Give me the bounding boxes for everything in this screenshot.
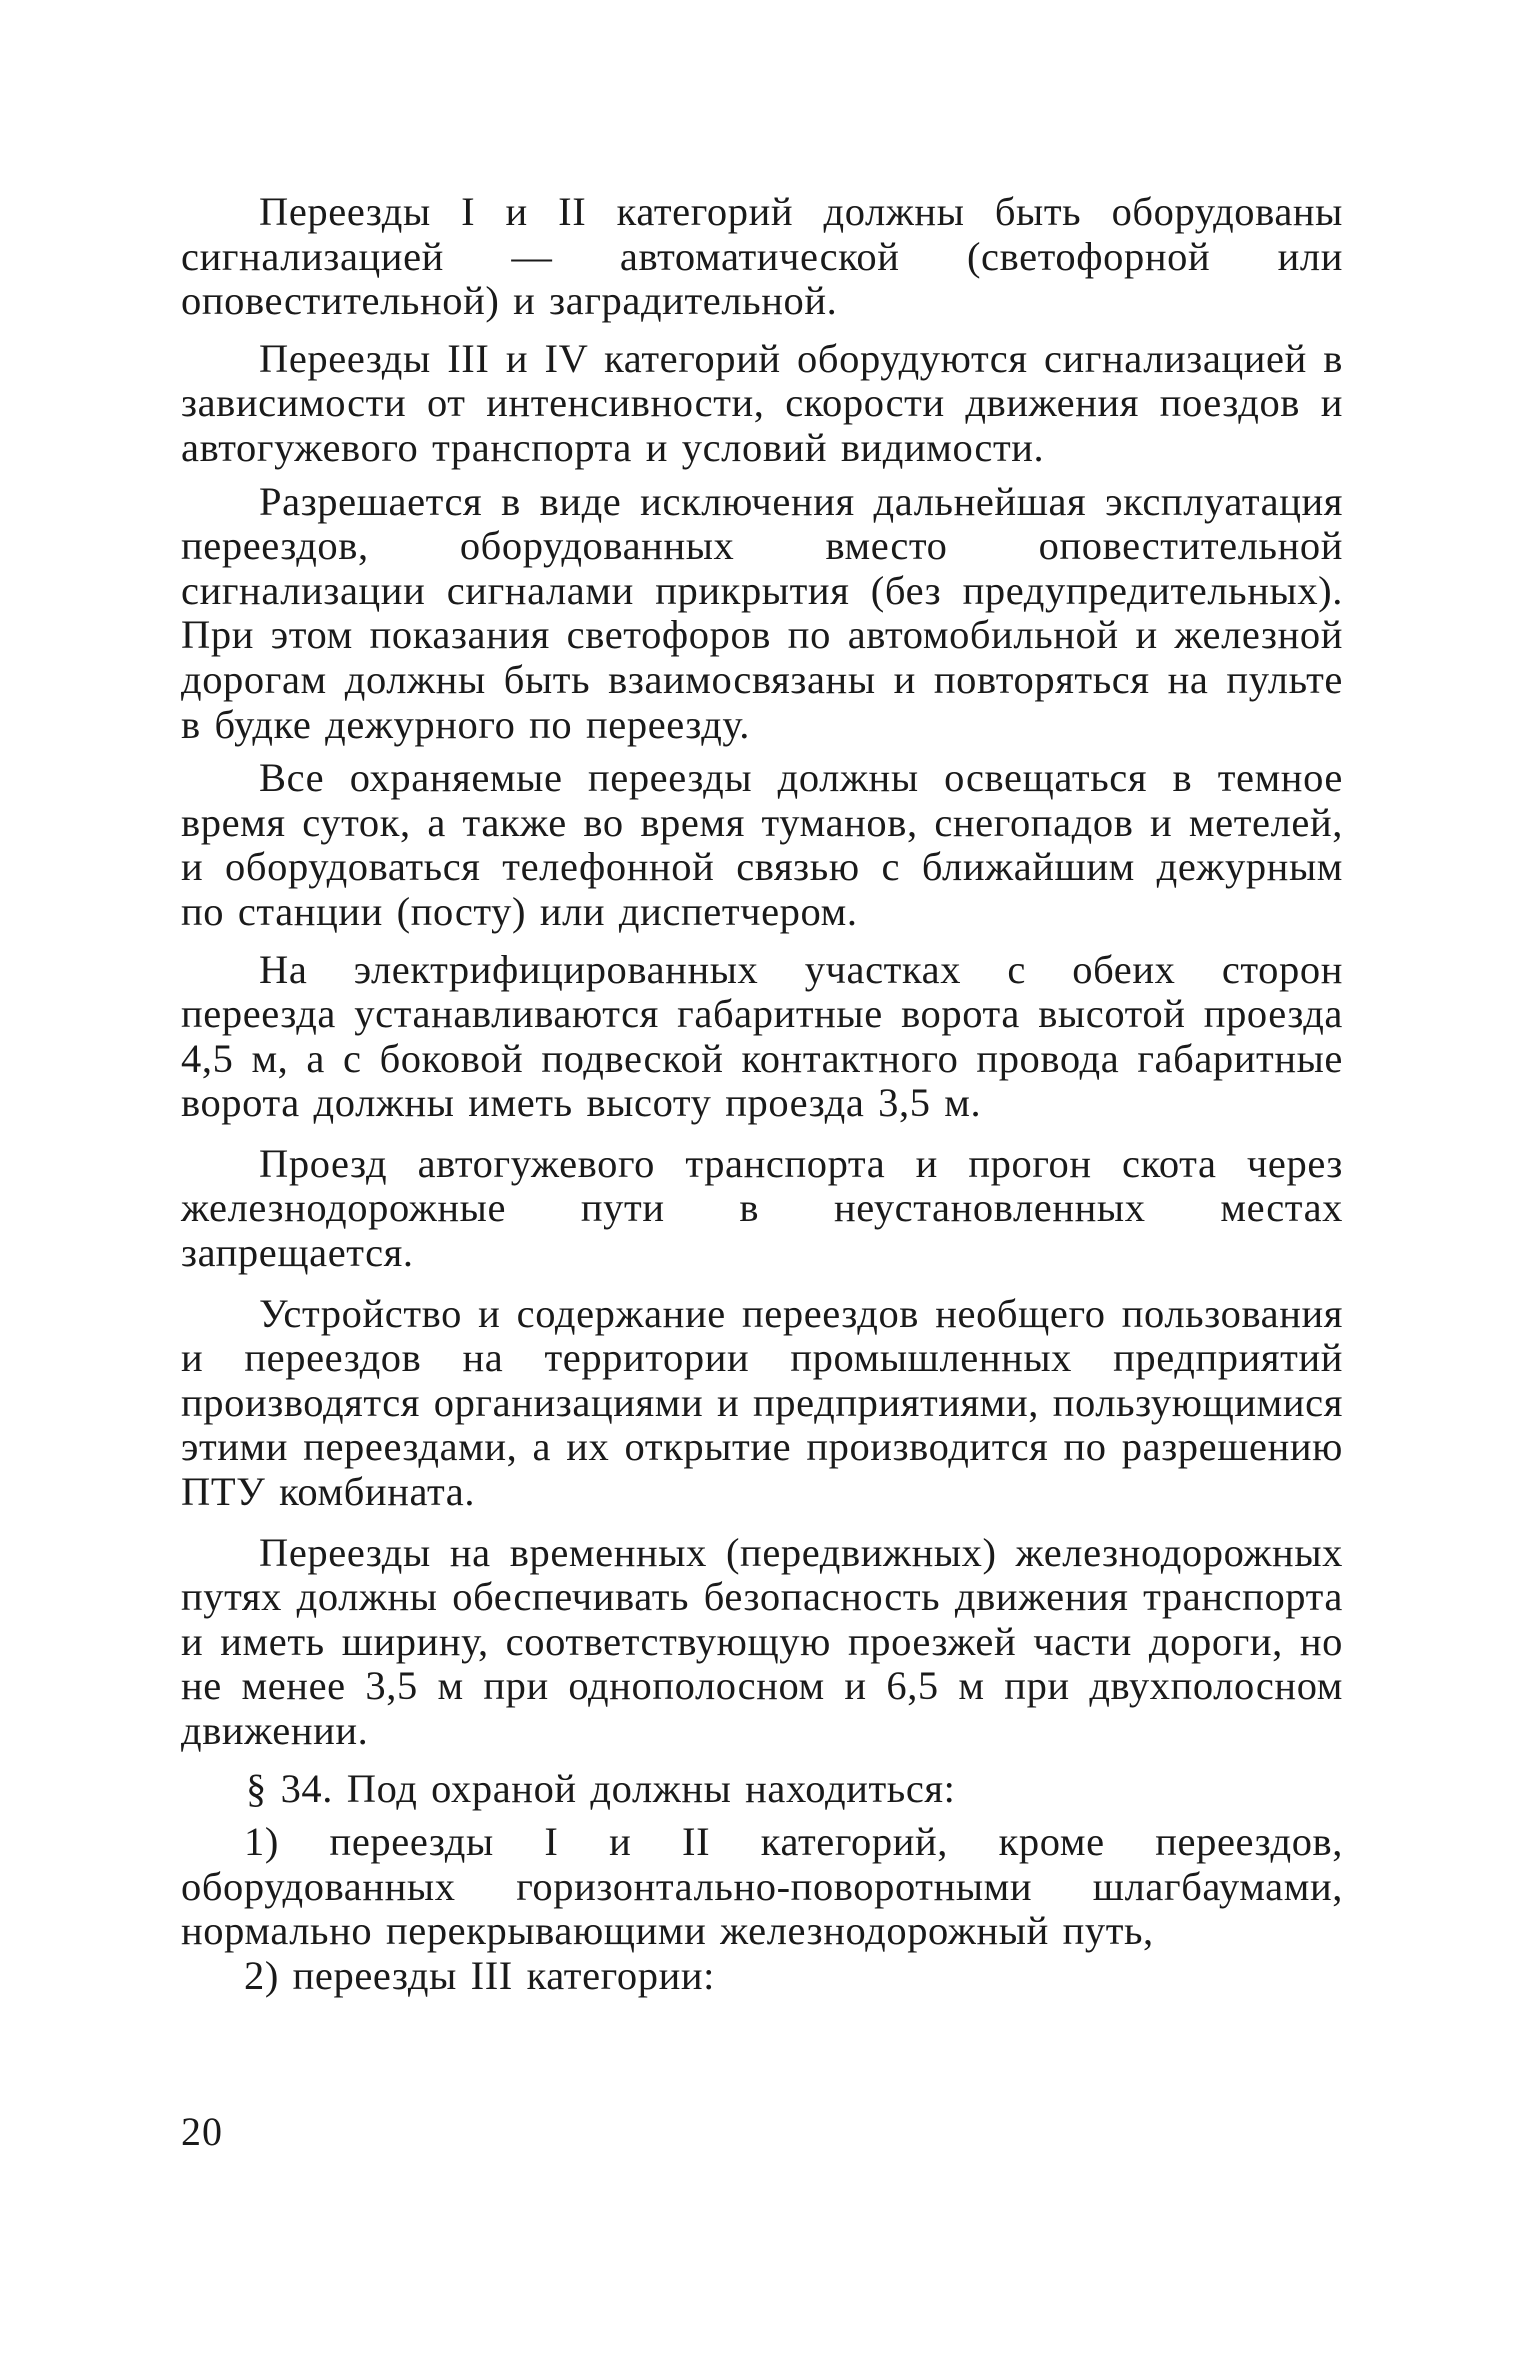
paragraph-signalling-categories-1-2: Переезды I и II категорий должны быть оборудованы сигнализацией — автоматической (светофорной или оповестительной) и заградительной. — [181, 189, 1343, 324]
paragraph-prohibited-crossing: Проезд автогужевого транспорта и прогон скота через железнодорожные пути в неустановленных местах запрещается. — [181, 1140, 1343, 1276]
list-item-2: 2) переезды III категории: — [244, 1952, 715, 1998]
paragraph-signalling-categories-3-4: Переезды III и IV категорий оборудуются сигнализацией в зависимости от интенсивности, скорости движения поездов и автогужевого транспорта и условий видимости. — [181, 335, 1343, 470]
paragraph-lighting-and-phone: Все охраняемые переезды должны освещаться в темное время суток, а также во время туманов, снегопадов и метелей, и оборудоваться телефонной связью с ближайшим дежурным по станции (посту) или диспетчером. — [181, 755, 1343, 934]
list-item-1: 1) переезды I и II категорий, кроме переездов, оборудованных горизонтально-поворотными шлагбаумами, нормально перекрывающими железнодорожный путь, — [181, 1819, 1343, 1954]
paragraph-gauge-gates: На электрифицированных участках с обеих сторон переезда устанавливаются габаритные ворота высотой проезда 4,5 м, а с боковой подвеской контактного провода габаритные ворота должны иметь высоту проезда 3,5 м. — [181, 946, 1343, 1126]
paragraph-private-crossings: Устройство и содержание переездов необщего пользования и переездов на территории промышленных предприятий производятся организациями и предприятиями, пользующимися этими переездами, а их открытие производится по разрешению ПТУ комбината. — [181, 1290, 1343, 1515]
paragraph-temporary-tracks: Переезды на временных (передвижных) железнодорожных путях должны обеспечивать безопасность движения транспорта и иметь ширину, соответствующую проезжей части дороги, но не менее 3,5 м при однополосном и 6,5 м при двухполосном движении. — [181, 1529, 1343, 1753]
page-number: 20 — [181, 2109, 223, 2154]
section-34-heading: § 34. Под охраной должны находиться: — [246, 1765, 956, 1811]
paragraph-exception-operation: Разрешается в виде исключения дальнейшая эксплуатация переездов, оборудованных вместо оповестительной сигнализации сигналами прикрытия (без предупредительных). При этом показания светофоров по автомобильной и железной дорогам должны быть взаимосвязаны и повторяться на пульте в будке дежурного по переезду. — [181, 478, 1343, 747]
body-text — [181, 190, 1343, 1999]
